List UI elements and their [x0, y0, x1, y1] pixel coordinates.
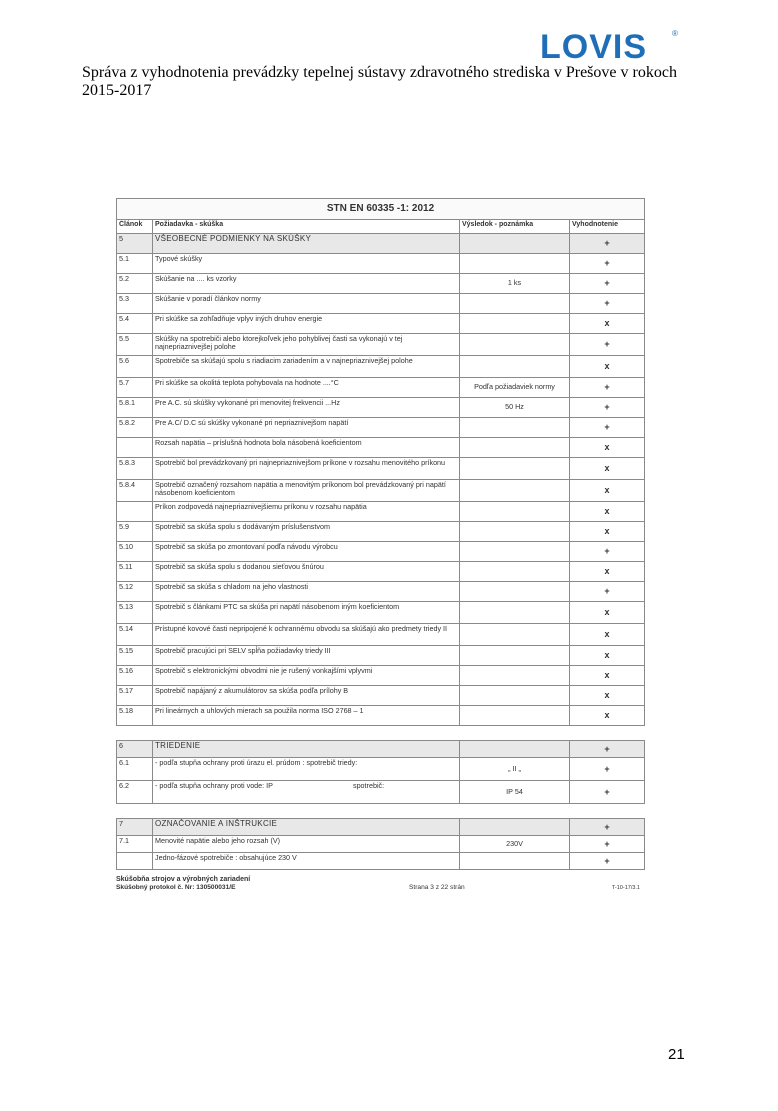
result-cell: „ II „	[460, 758, 570, 781]
result-cell: IP 54	[460, 781, 570, 804]
evaluation-cell: +	[570, 274, 645, 294]
article-cell: 5.3	[117, 294, 153, 314]
article-cell: 5.8.3	[117, 458, 153, 480]
table-row	[117, 666, 645, 686]
requirement-cell: Spotrebiče sa skúšajú spolu s riadiacim zariadením a v najnepriaznivejšej polohe	[153, 356, 460, 378]
article-cell	[117, 438, 153, 458]
article-cell: 5.18	[117, 706, 153, 726]
evaluation-cell: +	[570, 398, 645, 418]
table-row	[117, 836, 645, 853]
table-row	[117, 378, 645, 398]
evaluation-cell: +	[570, 819, 645, 836]
evaluation-cell: +	[570, 254, 645, 274]
table-row	[117, 254, 645, 274]
requirement-cell: - podľa stupňa ochrany proti úrazu el. prúdom : spotrebič triedy:	[153, 758, 460, 781]
col-header-result: Výsledok - poznámka	[460, 220, 570, 234]
result-cell	[460, 562, 570, 582]
table-row	[117, 706, 645, 726]
result-cell	[460, 234, 570, 254]
table-row	[117, 741, 645, 758]
requirement-cell: Pri skúške sa okolitá teplota pohybovala na hodnote ....°C	[153, 378, 460, 398]
requirement-cell: Spotrebič s článkami PTC sa skúša pri napätí násobenom iným koeficientom	[153, 602, 460, 624]
requirement-cell: Menovité napätie alebo jeho rozsah (V)	[153, 836, 460, 853]
table-row	[117, 781, 645, 804]
table-row	[117, 582, 645, 602]
table-row	[117, 274, 645, 294]
evaluation-cell: +	[570, 418, 645, 438]
requirement-cell: Skúšanie na .... ks vzorky	[153, 274, 460, 294]
requirement-cell: Skúšky na spotrebiči alebo ktorejkoľvek jeho pohyblivej časti sa vykonajú v tej najnepriaznivejšej polohe	[153, 334, 460, 356]
result-cell	[460, 582, 570, 602]
requirement-cell: Pre A.C/ D.C sú skúšky vykonané pri nepriaznivejšom napätí	[153, 418, 460, 438]
requirement-cell: Spotrebič pracujúci pri SELV spĺňa požiadavky triedy III	[153, 646, 460, 666]
table-row	[117, 853, 645, 870]
document-title: Správa z vyhodnotenia prevádzky tepelnej sústavy zdravotného strediska v Prešove v rokoch 2015-2017	[82, 64, 677, 99]
evaluation-cell: +	[570, 378, 645, 398]
col-header-requirement: Požiadavka - skúška	[153, 220, 460, 234]
table-row	[117, 819, 645, 836]
table-row	[117, 522, 645, 542]
article-cell: 5.10	[117, 542, 153, 562]
requirement-cell: Pre A.C. sú skúšky vykonané pri menovitej frekvencii ...Hz	[153, 398, 460, 418]
article-cell: 6.2	[117, 781, 153, 804]
evaluation-cell: x	[570, 458, 645, 480]
requirement-cell: Príkon zodpovedá najnepriaznivejšiemu príkonu v rozsahu napätia	[153, 502, 460, 522]
evaluation-cell: +	[570, 582, 645, 602]
result-cell: Podľa požiadaviek normy	[460, 378, 570, 398]
evaluation-cell: +	[570, 294, 645, 314]
result-cell	[460, 624, 570, 646]
article-cell: 5.16	[117, 666, 153, 686]
requirement-cell: Spotrebič s elektronickými obvodmi nie je rušený vonkajšími vplyvmi	[153, 666, 460, 686]
evaluation-cell: x	[570, 686, 645, 706]
requirement-cell: Spotrebič sa skúša spolu s dodanou sieťovou šnúrou	[153, 562, 460, 582]
article-cell: 5.1	[117, 254, 153, 274]
article-cell: 5.11	[117, 562, 153, 582]
result-cell	[460, 686, 570, 706]
result-cell	[460, 502, 570, 522]
evaluation-cell: x	[570, 602, 645, 624]
requirement-cell: Pri lineárnych a uhlových mierach sa použila norma ISO 2768 – 1	[153, 706, 460, 726]
article-cell	[117, 502, 153, 522]
scan-footer	[116, 876, 644, 898]
article-cell: 5.12	[117, 582, 153, 602]
evaluation-cell: x	[570, 646, 645, 666]
result-cell	[460, 602, 570, 624]
article-cell: 5.7	[117, 378, 153, 398]
scan-page-info: Strana 3 z 22 strán	[409, 884, 465, 891]
result-cell	[460, 458, 570, 480]
table-row	[117, 562, 645, 582]
result-cell	[460, 646, 570, 666]
requirement-cell: Pri skúške sa zohľadňuje vplyv iných druhov energie	[153, 314, 460, 334]
table-row	[117, 458, 645, 480]
result-cell	[460, 741, 570, 758]
requirement-cell: Spotrebič bol prevádzkovaný pri najnepriaznivejšom príkone v rozsahu menovitého príkonu	[153, 458, 460, 480]
article-cell: 5.8.2	[117, 418, 153, 438]
table-row	[117, 294, 645, 314]
article-cell: 5.8.1	[117, 398, 153, 418]
table-row	[117, 646, 645, 666]
evaluation-cell: +	[570, 542, 645, 562]
evaluation-cell: x	[570, 438, 645, 458]
evaluation-cell: +	[570, 234, 645, 254]
table-row	[117, 334, 645, 356]
evaluation-cell: x	[570, 502, 645, 522]
result-cell: 50 Hz	[460, 398, 570, 418]
article-cell: 5.4	[117, 314, 153, 334]
table-row	[117, 418, 645, 438]
requirement-cell: Prístupné kovové časti nepripojené k ochrannému obvodu sa skúšajú ako predmety triedy II	[153, 624, 460, 646]
article-cell: 5.8.4	[117, 480, 153, 502]
requirement-cell: - podľa stupňa ochrany proti vode: IP spotrebič:	[153, 781, 460, 804]
logo-text: LOVIS	[540, 28, 648, 62]
col-header-article: Článok	[117, 220, 153, 234]
requirement-cell: TRIEDENIE	[153, 741, 460, 758]
result-cell	[460, 294, 570, 314]
article-cell: 7	[117, 819, 153, 836]
article-cell	[117, 853, 153, 870]
result-cell	[460, 480, 570, 502]
col-header-evaluation: Vyhodnotenie	[570, 220, 645, 234]
requirement-cell: OZNAČOVANIE A INŠTRUKCIE	[153, 819, 460, 836]
article-cell: 5.13	[117, 602, 153, 624]
evaluation-cell: x	[570, 706, 645, 726]
requirement-cell: Typové skúšky	[153, 254, 460, 274]
table-row	[117, 602, 645, 624]
evaluation-cell: +	[570, 741, 645, 758]
requirement-cell: Spotrebič sa skúša po zmontovaní podľa návodu výrobcu	[153, 542, 460, 562]
table-row	[117, 758, 645, 781]
table-row	[117, 686, 645, 706]
table-row	[117, 624, 645, 646]
evaluation-cell: +	[570, 758, 645, 781]
article-cell: 5	[117, 234, 153, 254]
table-row	[117, 398, 645, 418]
evaluation-cell: x	[570, 522, 645, 542]
article-cell: 6.1	[117, 758, 153, 781]
standard-title: STN EN 60335 -1: 2012	[117, 199, 645, 220]
article-cell: 5.9	[117, 522, 153, 542]
evaluation-cell: +	[570, 781, 645, 804]
result-cell	[460, 819, 570, 836]
result-cell	[460, 666, 570, 686]
requirement-cell: Skúšanie v poradí článkov normy	[153, 294, 460, 314]
table-row	[117, 314, 645, 334]
scanned-test-report	[116, 198, 644, 938]
table-row	[117, 438, 645, 458]
article-cell: 5.2	[117, 274, 153, 294]
result-cell	[460, 853, 570, 870]
result-cell: 1 ks	[460, 274, 570, 294]
evaluation-cell: x	[570, 356, 645, 378]
requirement-cell: Spotrebič sa skúša s chladom na jeho vlastnosti	[153, 582, 460, 602]
requirement-cell: Spotrebič označený rozsahom napätia a menovitým príkonom bol prevádzkovaný pri napätí násobenom koeficientom	[153, 480, 460, 502]
evaluation-cell: +	[570, 334, 645, 356]
evaluation-cell: x	[570, 666, 645, 686]
table-row	[117, 542, 645, 562]
requirement-cell: Rozsah napätia – príslušná hodnota bola násobená koeficientom	[153, 438, 460, 458]
requirement-cell: Spotrebič sa skúša spolu s dodávaným príslušenstvom	[153, 522, 460, 542]
result-cell	[460, 418, 570, 438]
article-cell: 5.5	[117, 334, 153, 356]
article-cell: 6	[117, 741, 153, 758]
table-row	[117, 356, 645, 378]
result-cell	[460, 314, 570, 334]
table-row	[117, 502, 645, 522]
page-number: 21	[668, 1046, 685, 1063]
requirements-table	[116, 198, 645, 726]
evaluation-cell: x	[570, 562, 645, 582]
evaluation-cell: +	[570, 853, 645, 870]
logo-registered-mark: ®	[672, 29, 678, 38]
lovis-logo	[540, 28, 680, 62]
article-cell: 5.15	[117, 646, 153, 666]
table-row	[117, 234, 645, 254]
table-row	[117, 480, 645, 502]
result-cell	[460, 706, 570, 726]
requirement-cell: VŠEOBECNÉ PODMIENKY NA SKÚŠKY	[153, 234, 460, 254]
requirement-cell: Spotrebič napájaný z akumulátorov sa skúša podľa prílohy B	[153, 686, 460, 706]
result-cell	[460, 334, 570, 356]
marking-table	[116, 818, 645, 870]
result-cell: 230V	[460, 836, 570, 853]
evaluation-cell: +	[570, 836, 645, 853]
evaluation-cell: x	[570, 624, 645, 646]
protocol-number: Skúšobný protokol č. Nr: 130500031/E	[116, 884, 236, 891]
result-cell	[460, 438, 570, 458]
lab-name: Skúšobňa strojov a výrobných zariadení	[116, 876, 251, 883]
classification-table	[116, 740, 645, 804]
article-cell: 7.1	[117, 836, 153, 853]
form-code: T-10-17/3.1	[611, 885, 640, 891]
result-cell	[460, 356, 570, 378]
result-cell	[460, 522, 570, 542]
evaluation-cell: x	[570, 480, 645, 502]
article-cell: 5.14	[117, 624, 153, 646]
evaluation-cell: x	[570, 314, 645, 334]
article-cell: 5.17	[117, 686, 153, 706]
article-cell: 5.6	[117, 356, 153, 378]
requirement-cell: Jedno-fázové spotrebiče : obsahujúce 230 V	[153, 853, 460, 870]
result-cell	[460, 542, 570, 562]
result-cell	[460, 254, 570, 274]
